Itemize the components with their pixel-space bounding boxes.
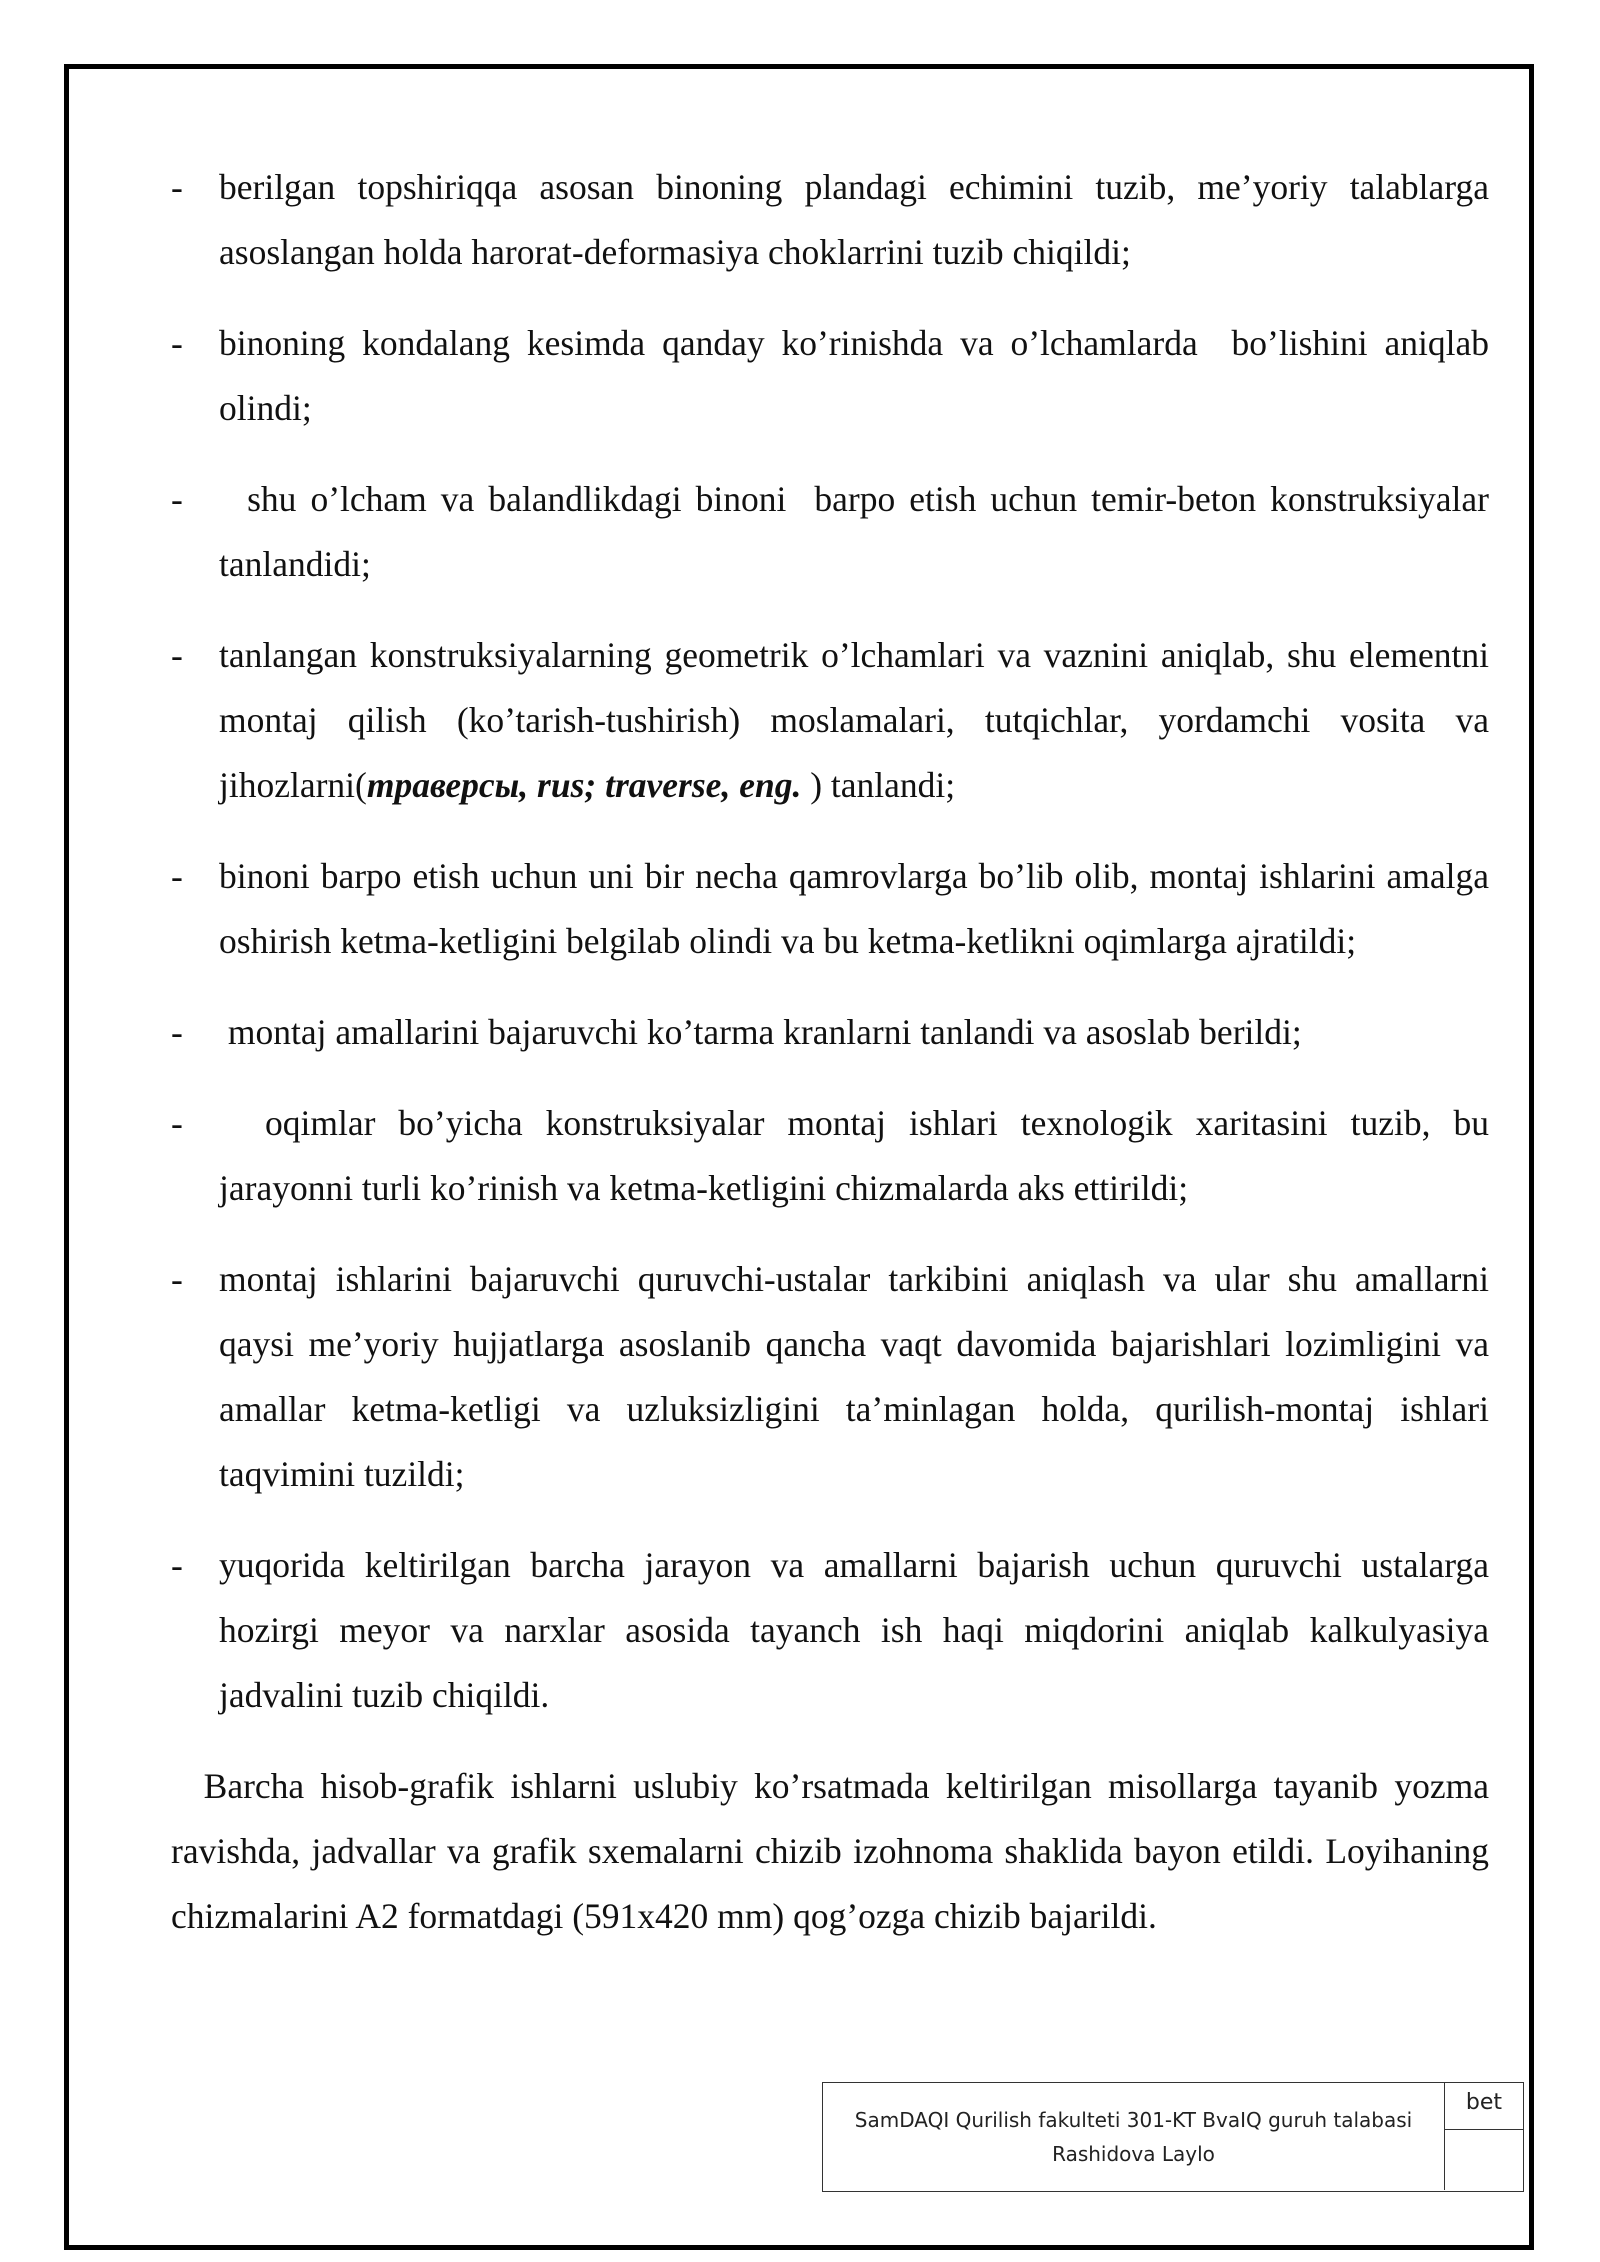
- list-item: [171, 1091, 1498, 1221]
- stamp-page-column: [1444, 2083, 1523, 2190]
- bullet-dash: -: [171, 323, 183, 363]
- bullet-dash: -: [171, 167, 183, 207]
- bullet-dash: -: [171, 479, 183, 519]
- stamp-page-label: bet: [1445, 2083, 1523, 2130]
- bullet-dash: -: [171, 1545, 183, 1585]
- closing-paragraph: Barcha hisob-grafik ishlarni uslubiy ko’rsatmada keltirilgan misollarga tayanib yozma ravishda, jadvallar va grafik sxemalarni chizib izohnoma shaklida bayon etildi. Loyihaning chizmalarini A2 formatdagi (591x420 mm) qog’ozga chizib bajarildi.: [171, 1766, 1498, 1936]
- list-item-text: binoning kondalang kesimda qanday ko’rinishda va o’lchamlarda bo’lishini aniqlab olindi;: [219, 323, 1498, 428]
- list-item-text: berilgan topshiriqqa asosan binoning plandagi echimini tuzib, me’yoriy talablarga asoslangan holda harorat-deformasiya choklarrini tuzib chiqildi;: [219, 167, 1498, 272]
- bullet-dash: -: [171, 1103, 183, 1143]
- list-item-text-tail: ) tanlandi;: [801, 765, 956, 805]
- stamp-page-number: [1445, 2130, 1523, 2188]
- list-item: [171, 1000, 1489, 1065]
- list-item: [171, 155, 1498, 285]
- list-item-text: yuqorida keltirilgan barcha jarayon va amallarni bajarish uchun quruvchi ustalarga hozirgi meyor va narxlar asosida tayanch ish haqi miqdorini aniqlab kalkulyasiya jadvalini tuzib chiqildi.: [219, 1545, 1498, 1715]
- stamp-student-name: Rashidova Laylo: [1052, 2141, 1215, 2166]
- list-item: [171, 844, 1498, 974]
- list-item-text: binoni barpo etish uchun uni bir necha qamrovlarga bo’lib olib, montaj ishlarini amalga oshirish ketma-ketligini belgilab olindi va bu ketma-ketlikni oqimlarga ajratildi;: [219, 856, 1498, 961]
- list-item: [171, 311, 1498, 441]
- bullet-dash: -: [171, 1259, 183, 1299]
- bullet-dash: -: [171, 856, 183, 896]
- emphasized-term: траверсы, rus; traverse, eng.: [366, 765, 802, 805]
- list-item: [171, 623, 1498, 818]
- list-item-text: oqimlar bo’yicha konstruksiyalar montaj ishlari texnologik xaritasini tuzib, bu jarayonni turli ko’rinish va ketma-ketligini chizmalarda aks ettirildi;: [219, 1103, 1498, 1208]
- list-item: [171, 467, 1498, 597]
- list-item: [171, 1247, 1498, 1507]
- task-list: [171, 155, 1498, 1728]
- title-block-stamp: [822, 2082, 1524, 2192]
- list-item-text: shu o’lcham va balandlikdagi binoni barpo etish uchun temir-beton konstruksiyalar tanlandidi;: [219, 479, 1498, 584]
- document-body: [171, 155, 1498, 1949]
- list-item-text: montaj ishlarini bajaruvchi quruvchi-ustalar tarkibini aniqlash va ular shu amallarni qaysi me’yoriy hujjatlarga asoslanib qancha vaqt davomida bajarishlari lozimligini va amallar ketma-ketligi va uzluksizligini ta’minlagan holda, qurilish-montaj ishlari taqvimini tuzildi;: [219, 1259, 1498, 1494]
- list-item-text: tanlangan konstruksiyalarning geometrik o’lchamlari va vaznini aniqlab, shu elementni montaj qilish (ko’tarish-tushirish) moslamalari, tutqichlar, yordamchi vosita va jihozlarni(: [219, 635, 1498, 805]
- bullet-dash: -: [171, 1012, 183, 1052]
- stamp-faculty-group: SamDAQI Qurilish fakulteti 301-KT BvaIQ guruh talabasi: [854, 2107, 1413, 2132]
- list-item-text: montaj amallarini bajaruvchi ko’tarma kranlarni tanlandi va asoslab berildi;: [219, 1012, 1302, 1052]
- stamp-caption: [823, 2083, 1444, 2190]
- bullet-dash: -: [171, 635, 183, 675]
- list-item: [171, 1533, 1498, 1728]
